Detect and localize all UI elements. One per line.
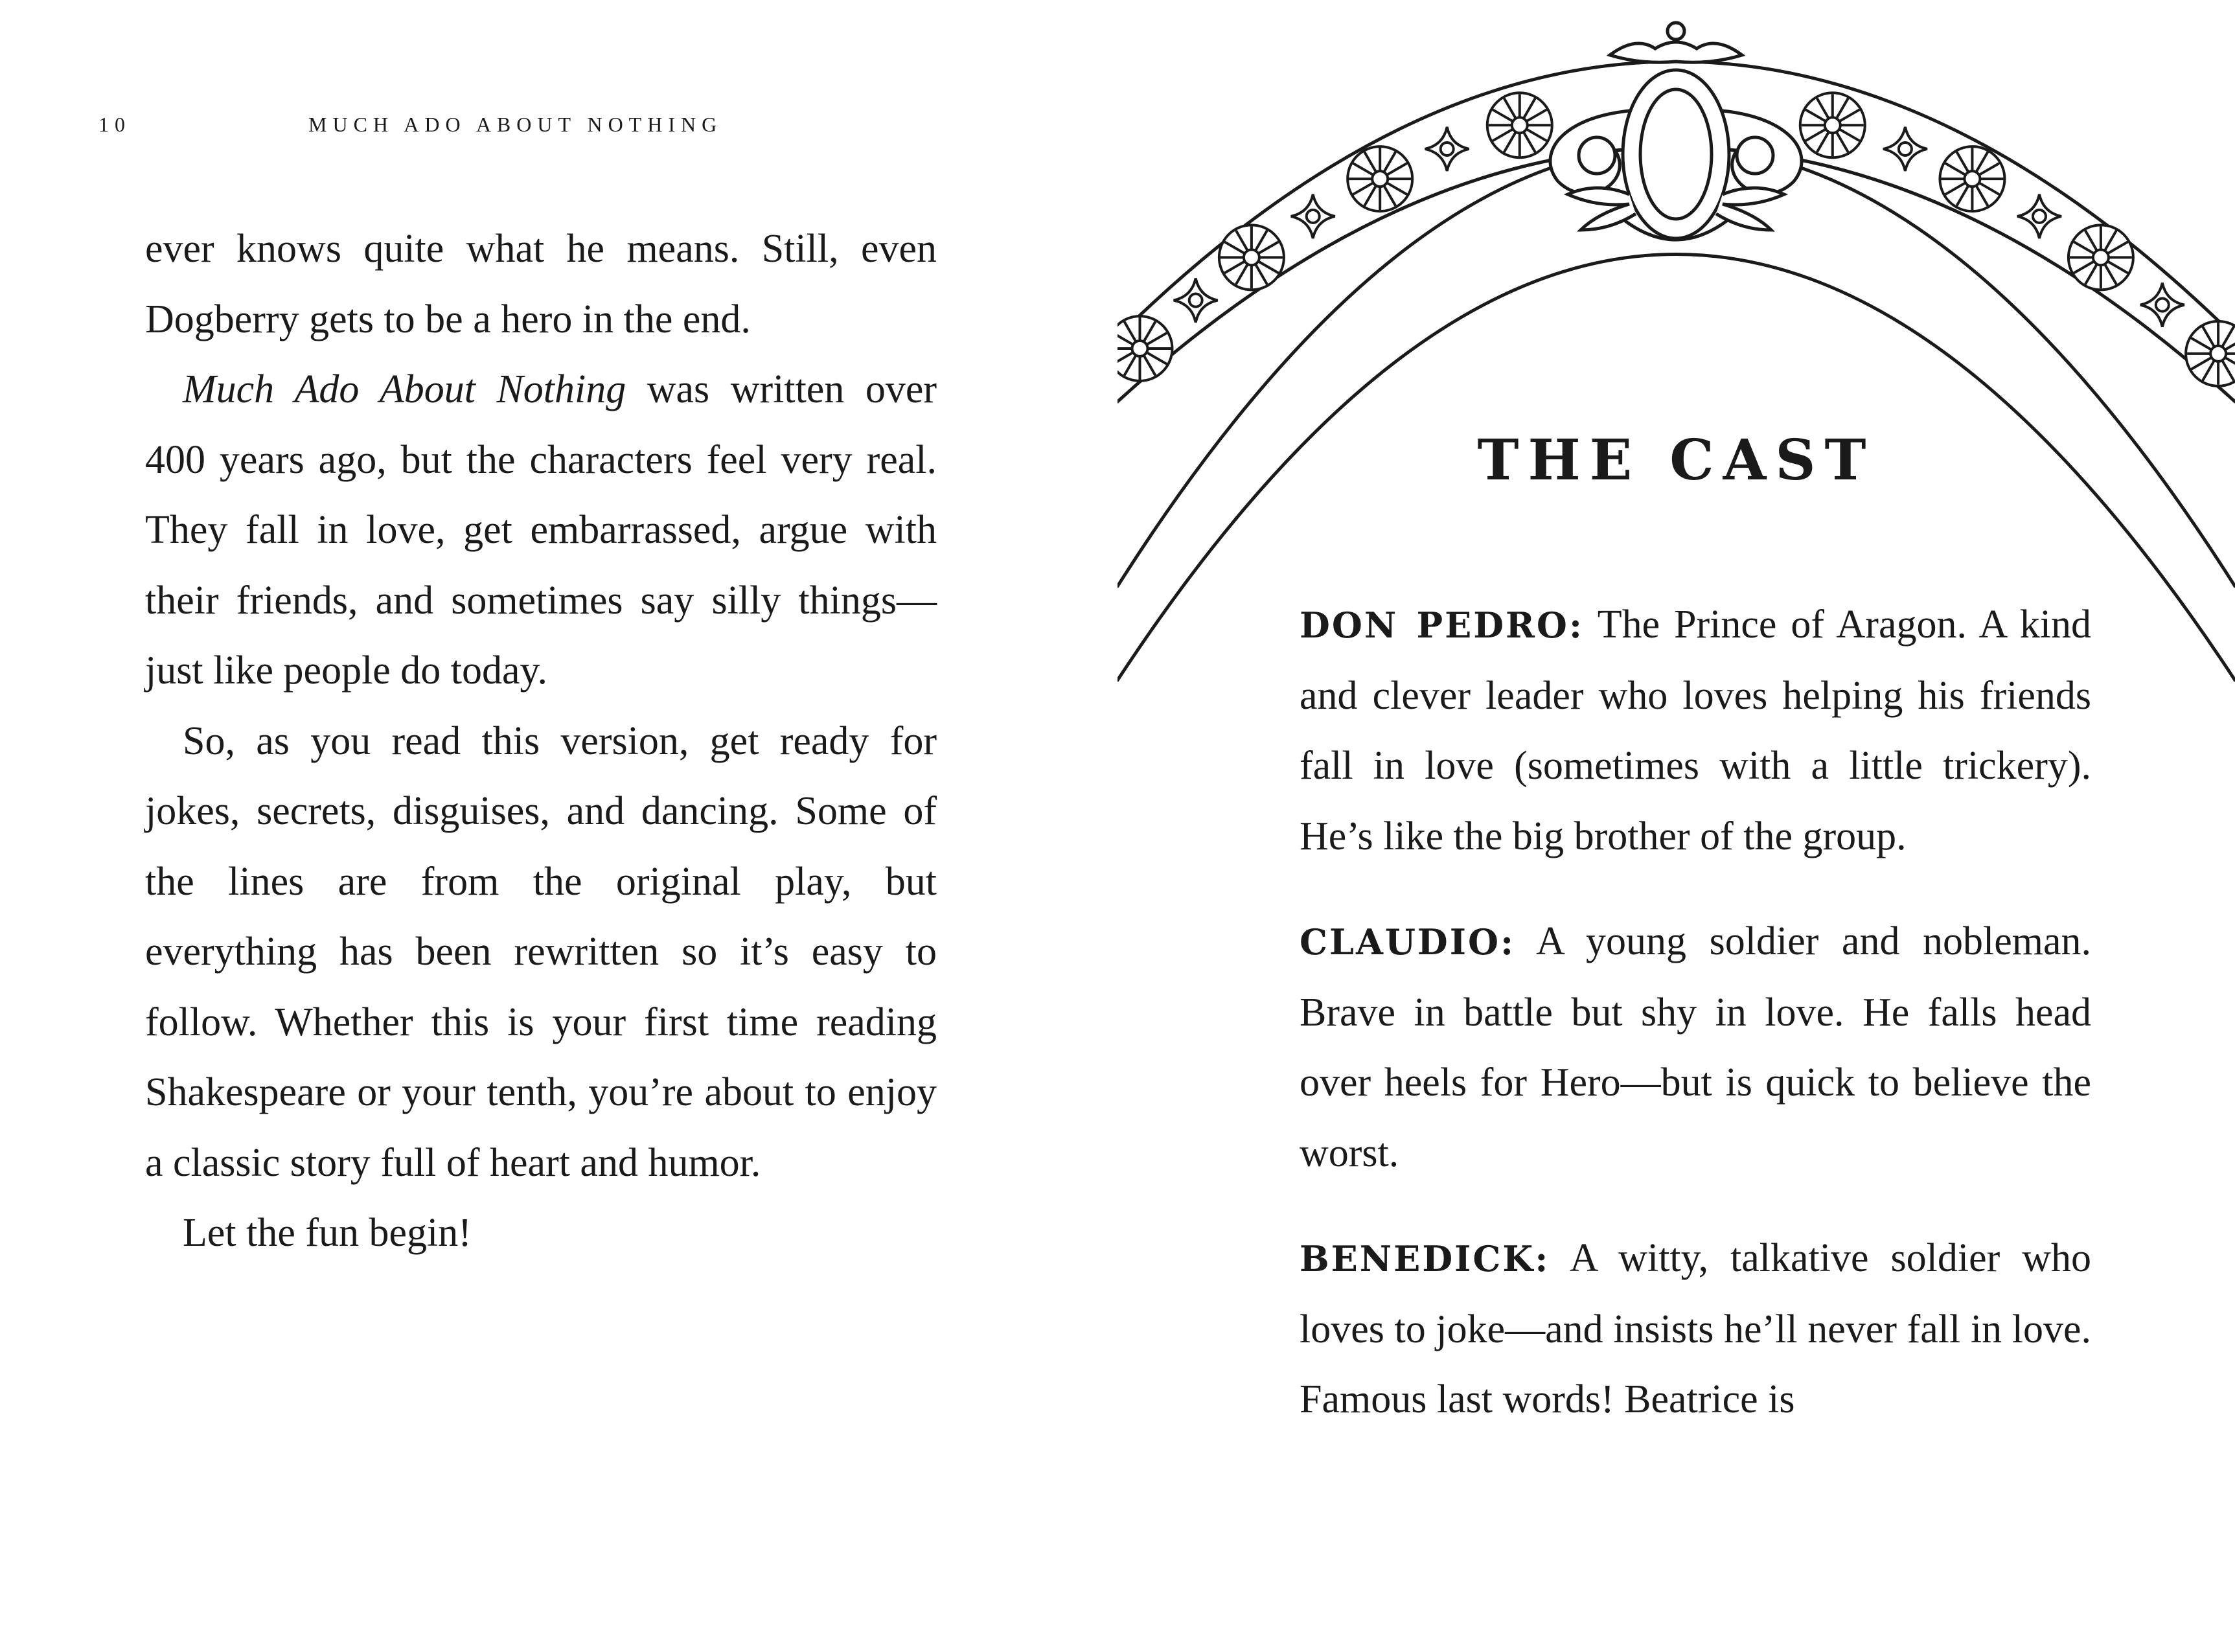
diamond-ornament-icon [2140, 283, 2184, 327]
rosette-icon [2069, 225, 2133, 290]
cast-list [1300, 590, 2091, 1470]
rosette-icon [2186, 321, 2235, 386]
diamond-ornament-icon [1174, 279, 1218, 323]
character-name: DON PEDRO: [1300, 604, 1584, 646]
right-page [1118, 0, 2235, 1652]
crest-medallion-icon [1550, 23, 1802, 240]
cast-entry [1300, 1223, 2091, 1435]
paragraph-text: was written over 400 years ago, but the characters feel very real. They fall in love, get embarrassed, argue with their friends, and sometimes say silly things—just like people do today. [145, 367, 937, 693]
character-name: CLAUDIO: [1300, 921, 1515, 963]
rosette-icon [1347, 146, 1412, 211]
paragraph: Let the fun begin! [183, 1211, 472, 1255]
character-description: A witty, talkative soldier who loves to joke—and insists he’ll never fall in love. Famous last words! Beatrice is [1300, 1236, 2091, 1421]
page-number: 10 [98, 113, 131, 136]
running-title: MUCH ADO ABOUT NOTHING [308, 113, 723, 136]
diamond-ornament-icon [1883, 127, 1927, 171]
diamond-ornament-icon [1425, 127, 1469, 171]
running-head [0, 113, 1118, 139]
diamond-ornament-icon [2017, 194, 2061, 238]
cast-entry [1300, 906, 2091, 1188]
rosette-icon [1800, 93, 1865, 157]
character-name: BENEDICK: [1300, 1238, 1550, 1279]
paragraph [145, 354, 937, 706]
cast-entry [1300, 590, 2091, 871]
rosette-icon [1118, 316, 1172, 381]
character-description: A young soldier and nobleman. Brave in battle but shy in love. He falls head over heels for Hero—but is quick to believe the worst. [1300, 919, 2091, 1175]
rosette-icon [1219, 225, 1284, 290]
cast-heading: THE CAST [1477, 428, 1875, 493]
character-description: The Prince of Aragon. A kind and clever leader who loves helping his friends fall in love (sometimes with a little trickery). He’s like the big brother of the group. [1300, 602, 2092, 858]
paragraph: ever knows quite what he means. Still, even Dogberry gets to be a hero in the end. [145, 227, 937, 341]
paragraph: So, as you read this version, get ready for jokes, secrets, disguises, and dancing. Some of the lines are from the original play, but everything has been rewritten so it’s easy to follow. Whether this is your first time reading Shakespeare or your tenth, you’re about to enjoy a classic story full of heart and humor. [145, 718, 937, 1185]
diamond-ornament-icon [1291, 194, 1335, 238]
rosette-icon [1487, 93, 1552, 157]
rosette-icon [1940, 146, 2004, 211]
play-title: Much Ado About Nothing [183, 367, 626, 411]
body-text [145, 214, 937, 1268]
